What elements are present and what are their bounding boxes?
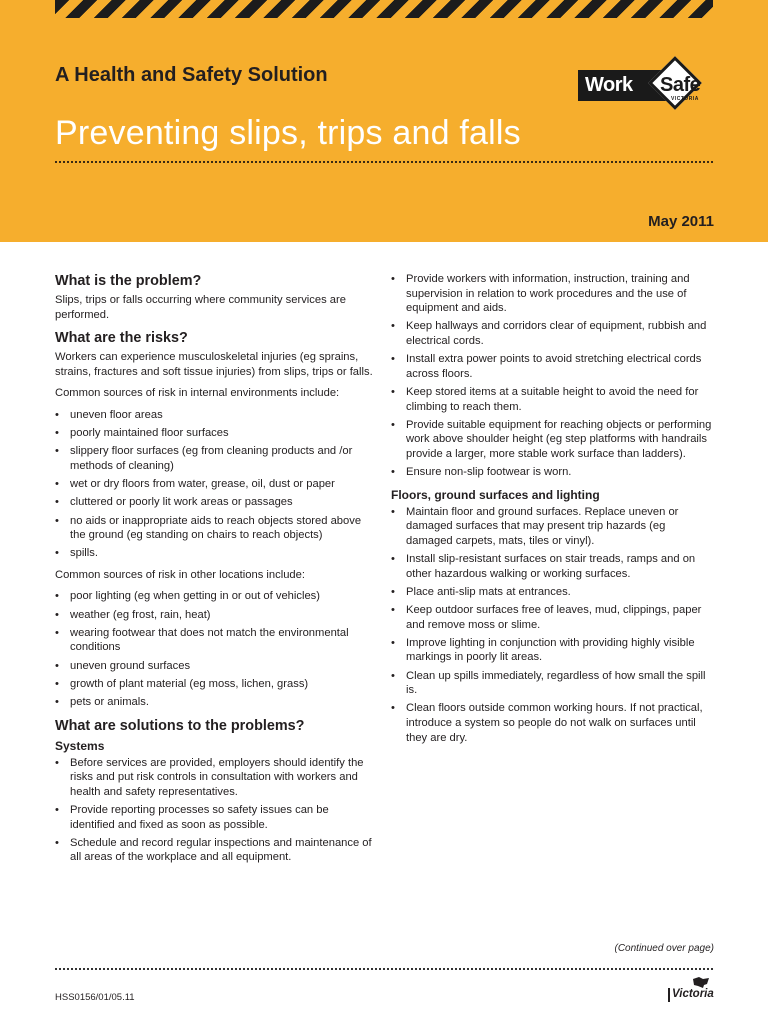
victoria-logo-bar — [668, 988, 670, 1002]
problem-text: Slips, trips or falls occurring where community services are performed. — [55, 294, 346, 321]
solutions-heading: What are solutions to the problems? — [55, 717, 305, 734]
worksafe-logo — [578, 59, 714, 115]
list-item: • growth of plant material (eg moss, lichen, grass) — [55, 677, 375, 692]
internal-risks-intro: Common sources of risk in internal environments include: — [55, 387, 340, 400]
list-item: • Before services are provided, employers should identify the risks and put risk controls in consultation with workers and health and safety representatives. — [55, 756, 375, 800]
logo-subtext: VICTORIA — [671, 96, 699, 102]
list-item: • pets or animals. — [55, 695, 375, 710]
footer-divider — [55, 968, 713, 970]
systems-list — [55, 756, 375, 865]
list-item: • wearing footwear that does not match the environmental conditions — [55, 626, 375, 655]
list-item: • spills. — [55, 546, 375, 561]
series-kicker: A Health and Safety Solution — [55, 64, 328, 86]
list-item: • Keep stored items at a suitable height to avoid the need for climbing to reach them. — [391, 385, 715, 414]
continued-note: (Continued over page) — [614, 943, 714, 954]
page-title: Preventing slips, trips and falls — [55, 114, 521, 152]
floors-heading: Floors, ground surfaces and lighting — [391, 487, 600, 502]
list-item: • weather (eg frost, rain, heat) — [55, 608, 375, 623]
list-item: • Provide reporting processes so safety issues can be identified and fixed as soon as possible. — [55, 803, 375, 832]
list-item: • Keep hallways and corridors clear of equipment, rubbish and electrical cords. — [391, 319, 715, 348]
problem-heading: What is the problem? — [55, 273, 202, 289]
logo-word-safe: Safe — [660, 74, 701, 96]
systems-list-continued — [391, 272, 715, 480]
victoria-logo — [668, 976, 714, 1002]
list-item: • cluttered or poorly lit work areas or passages — [55, 495, 375, 510]
title-divider — [55, 161, 713, 163]
header-band — [0, 0, 768, 242]
list-item: • poor lighting (eg when getting in or out of vehicles) — [55, 589, 375, 604]
other-risks-list — [55, 589, 375, 709]
list-item: • Clean up spills immediately, regardless of how small the spill is. — [391, 669, 715, 698]
publication-date: May 2011 — [648, 213, 714, 230]
list-item: • uneven ground surfaces — [55, 659, 375, 674]
list-item: • Schedule and record regular inspections and maintenance of all areas of the workplace and all equipment. — [55, 836, 375, 865]
list-item: • Install slip-resistant surfaces on stair treads, ramps and on other hazardous walking or working surfaces. — [391, 552, 715, 581]
list-item: • Ensure non-slip footwear is worn. — [391, 465, 715, 480]
victoria-wordmark: Victoria — [672, 988, 714, 1000]
list-item: • Maintain floor and ground surfaces. Replace uneven or damaged surfaces that may present trip hazards (eg damaged carpets, mats, tiles or vinyl). — [391, 505, 715, 549]
systems-heading: Systems — [55, 738, 105, 753]
list-item: • no aids or inappropriate aids to reach objects stored above the ground (eg standing on chairs to reach objects) — [55, 514, 375, 543]
hazard-stripe — [55, 0, 713, 18]
risks-text: Workers can experience musculoskeletal injuries (eg sprains, strains, fractures and soft tissue injuries) from slips, trips or falls. — [55, 351, 373, 378]
list-item: • Install extra power points to avoid stretching electrical cords across floors. — [391, 352, 715, 381]
other-risks-intro: Common sources of risk in other locations include: — [55, 568, 305, 581]
left-column — [55, 272, 375, 872]
right-column — [391, 272, 715, 752]
list-item: • Place anti-slip mats at entrances. — [391, 585, 715, 600]
list-item: • slippery floor surfaces (eg from cleaning products and /or methods of cleaning) — [55, 444, 375, 473]
list-item: • Provide suitable equipment for reaching objects or performing work above shoulder height (eg step platforms with handrails provide a larger, more stable work surface than ladders). — [391, 418, 715, 462]
list-item: • Improve lighting in conjunction with providing highly visible markings in poorly lit areas. — [391, 636, 715, 665]
list-item: • Keep outdoor surfaces free of leaves, mud, clippings, paper and remove moss or slime. — [391, 603, 715, 632]
internal-risks-list — [55, 408, 375, 561]
list-item: • Clean floors outside common working hours. If not practical, introduce a system so people do not walk on surfaces until they are dry. — [391, 701, 715, 745]
document-code: HSS0156/01/05.11 — [55, 992, 135, 1003]
list-item: • uneven floor areas — [55, 408, 375, 423]
logo-word-work: Work — [585, 74, 633, 96]
risks-heading: What are the risks? — [55, 330, 188, 347]
floors-list — [391, 505, 715, 745]
list-item: • poorly maintained floor surfaces — [55, 426, 375, 441]
list-item: • Provide workers with information, instruction, training and supervision in relation to work procedures and the use of equipment and aids. — [391, 272, 715, 316]
list-item: • wet or dry floors from water, grease, oil, dust or paper — [55, 477, 375, 492]
